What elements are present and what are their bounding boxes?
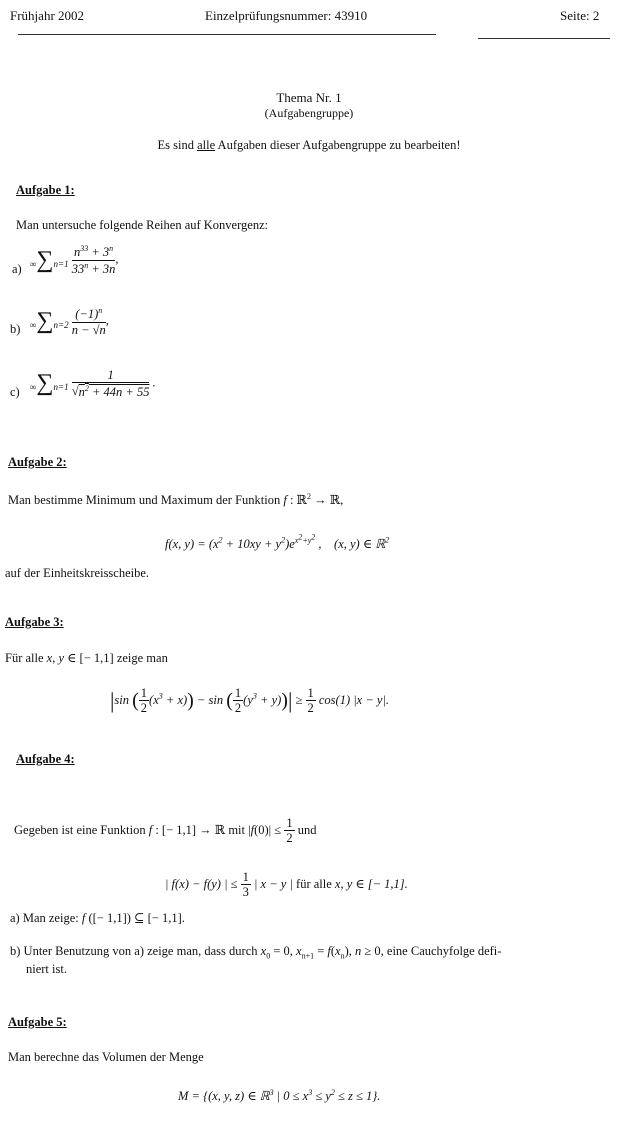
task-3-intro: Für alle x, y ∈ [− 1,1] zeige man <box>5 651 168 665</box>
task-5-set: M = {(x, y, z) ∈ ℝ$^3$ | $0 \le x^3 \le y^2 \le z \le 1$}. <box>178 1088 381 1104</box>
task-4-lipschitz: | f(x) − f(y) | ≤ $\frac{1}{3}$ | x − y | für alle x, y ∈ [− 1,1]. <box>165 870 408 900</box>
task-5-intro: Man berechne das Volumen der Menge <box>8 1050 204 1064</box>
task-1c-label: c) <box>10 385 20 399</box>
header-rule-left <box>18 34 436 35</box>
task-1-heading: Aufgabe 1: <box>16 183 75 197</box>
task-3-heading: Aufgabe 3: <box>5 615 64 629</box>
task-1a-label: a) <box>12 262 22 276</box>
task-2-heading: Aufgabe 2: <box>8 455 67 469</box>
task-3-inequality: |sin ( $\frac{1}{2}$ $(x^3 + x)) - \sin$ ( $\frac{1}{2}$ $(y^3 + y))|$ ≥ $\frac{1}{2}$ cos(1) |x − y|. <box>110 686 390 716</box>
task-1a-formula: ∞∑n=1 $\frac{n^{33} + 3^n}{33^n + 3n}$ , <box>30 244 119 276</box>
task-4-intro: Gegeben ist eine Funktion f : [− 1,1] → ℝ mit |f(0)| ≤ $\frac{1}{2}$ und <box>14 816 317 846</box>
task-1-intro: Man untersuche folgende Reihen auf Konvergenz: <box>16 218 269 232</box>
task-2-function: f(x, $y) = (x^2 + 10xy + y^2)e^{x^2+y^2}$ , (x, y) ∈ ℝ$^2$ <box>165 532 390 551</box>
task-4b-continued: niert ist. <box>26 962 67 976</box>
instruction: Es sind alle Aufgaben dieser Aufgabengruppe zu bearbeiten! <box>157 138 461 152</box>
task-4a: a) Man zeige: f ([− 1,1]) ⊆ [− 1,1]. <box>10 911 185 925</box>
task-1c-formula: ∞∑n=1 $\frac{1}{√n^2 + 44n + 55}$ . <box>30 368 156 399</box>
topic-title: Thema Nr. 1 <box>276 90 342 105</box>
task-4b: b) Unter Benutzung von a) zeige man, dass durch $x_0 = 0$, $x_{n+1} = f(x_n)$, n ≥ 0, eine Cauchyfolge defi- <box>10 944 502 961</box>
task-1b-formula: ∞∑n=2 $\frac{(-1)^n}{n - √n}$ , <box>30 306 109 337</box>
topic-subtitle: (Aufgabengruppe) <box>264 106 354 120</box>
header-date: Frühjahr 2002 <box>10 8 85 23</box>
task-1b-label: b) <box>10 322 21 336</box>
task-2-intro: Man bestimme Minimum und Maximum der Funktion f : ℝ$^2$ → ℝ, <box>8 492 344 508</box>
header-page: Seite: 2 <box>560 8 600 23</box>
task-5-heading: Aufgabe 5: <box>8 1015 67 1029</box>
header-rule-right <box>478 38 610 39</box>
task-2-tail: auf der Einheitskreisscheibe. <box>5 566 150 580</box>
task-4-heading: Aufgabe 4: <box>16 752 75 766</box>
header-exam-number: Einzelprüfungsnummer: 43910 <box>205 8 368 23</box>
